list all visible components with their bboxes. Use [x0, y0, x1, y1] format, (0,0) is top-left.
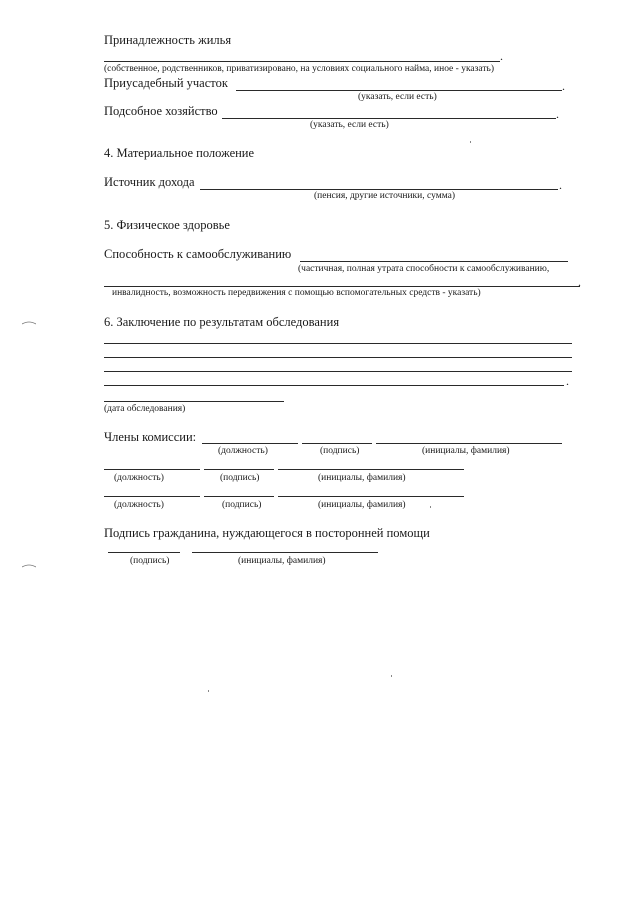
commission-1-signature-caption: (подпись)	[320, 446, 360, 456]
conclusion-line-3[interactable]	[104, 371, 572, 372]
farm-label: Подсобное хозяйство	[104, 104, 218, 118]
conclusion-period: .	[566, 374, 569, 388]
commission-3-initials-caption: (инициалы, фамилия)	[318, 500, 406, 510]
income-caption: (пенсия, другие источники, сумма)	[314, 191, 456, 201]
commission-2-position-caption: (должность)	[114, 473, 164, 483]
farm-caption: (указать, если есть)	[310, 120, 389, 130]
scan-speck-4	[208, 690, 209, 692]
farm-period: .	[556, 107, 559, 121]
conclusion-line-4[interactable]	[104, 385, 564, 386]
scan-speck-3	[391, 675, 392, 677]
farm-field[interactable]	[222, 118, 556, 119]
citizen-initials-caption: (инициалы, фамилия)	[238, 556, 326, 566]
selfcare-caption-2: инвалидность, возможность передвижения с помощью вспомогательных средств - указать)	[112, 288, 481, 298]
section5-heading: 5. Физическое здоровье	[104, 218, 230, 232]
citizen-initials-field[interactable]	[192, 552, 378, 553]
housing-caption: (собственное, родственников, приватизировано, на условиях социального найма, иное - указать)	[104, 64, 495, 74]
plot-field[interactable]	[236, 90, 562, 91]
housing-field[interactable]	[104, 61, 500, 62]
commission-3-signature-caption: (подпись)	[222, 500, 262, 510]
plot-label: Приусадебный участок	[104, 76, 228, 90]
section6-heading: 6. Заключение по результатам обследования	[104, 315, 340, 329]
citizen-signature-caption: (подпись)	[130, 556, 170, 566]
commission-3-position-field[interactable]	[104, 496, 200, 497]
commission-3-position-caption: (должность)	[114, 500, 164, 510]
selfcare-field-2[interactable]	[104, 286, 580, 287]
commission-2-initials-field[interactable]	[278, 469, 464, 470]
commission-2-signature-caption: (подпись)	[220, 473, 260, 483]
selfcare-caption-1: (частичная, полная утрата способности к самообслуживанию,	[298, 264, 550, 274]
citizen-signature-field[interactable]	[108, 552, 180, 553]
plot-caption: (указать, если есть)	[358, 92, 437, 102]
income-label: Источник дохода	[104, 175, 195, 189]
commission-1-position-field[interactable]	[202, 443, 298, 444]
housing-period: .	[500, 49, 503, 63]
date-caption: (дата обследования)	[104, 404, 186, 414]
commission-2-signature-field[interactable]	[204, 469, 274, 470]
commission-1-initials-caption: (инициалы, фамилия)	[422, 446, 510, 456]
housing-label: Принадлежность жилья	[104, 33, 232, 47]
selfcare-field[interactable]	[300, 261, 568, 262]
selfcare-period: .	[578, 275, 581, 289]
punch-mark-lower	[22, 564, 36, 568]
conclusion-line-1[interactable]	[104, 343, 572, 344]
punch-mark-upper	[22, 321, 36, 325]
conclusion-line-2[interactable]	[104, 357, 572, 358]
commission-1-signature-field[interactable]	[302, 443, 372, 444]
scan-speck-2	[430, 506, 431, 508]
plot-period: .	[562, 79, 565, 93]
income-field[interactable]	[200, 189, 558, 190]
commission-label: Члены комиссии:	[104, 430, 197, 444]
commission-3-signature-field[interactable]	[204, 496, 274, 497]
selfcare-label: Способность к самообслуживанию	[104, 247, 292, 261]
commission-2-position-field[interactable]	[104, 469, 200, 470]
citizen-label: Подпись гражданина, нуждающегося в посторонней помощи	[104, 526, 430, 540]
commission-1-position-caption: (должность)	[218, 446, 268, 456]
date-field[interactable]	[104, 401, 284, 402]
commission-3-initials-field[interactable]	[278, 496, 464, 497]
commission-1-initials-field[interactable]	[376, 443, 562, 444]
income-period: .	[559, 178, 562, 192]
scan-speck-1	[470, 141, 471, 143]
commission-2-initials-caption: (инициалы, фамилия)	[318, 473, 406, 483]
section4-heading: 4. Материальное положение	[104, 146, 255, 160]
